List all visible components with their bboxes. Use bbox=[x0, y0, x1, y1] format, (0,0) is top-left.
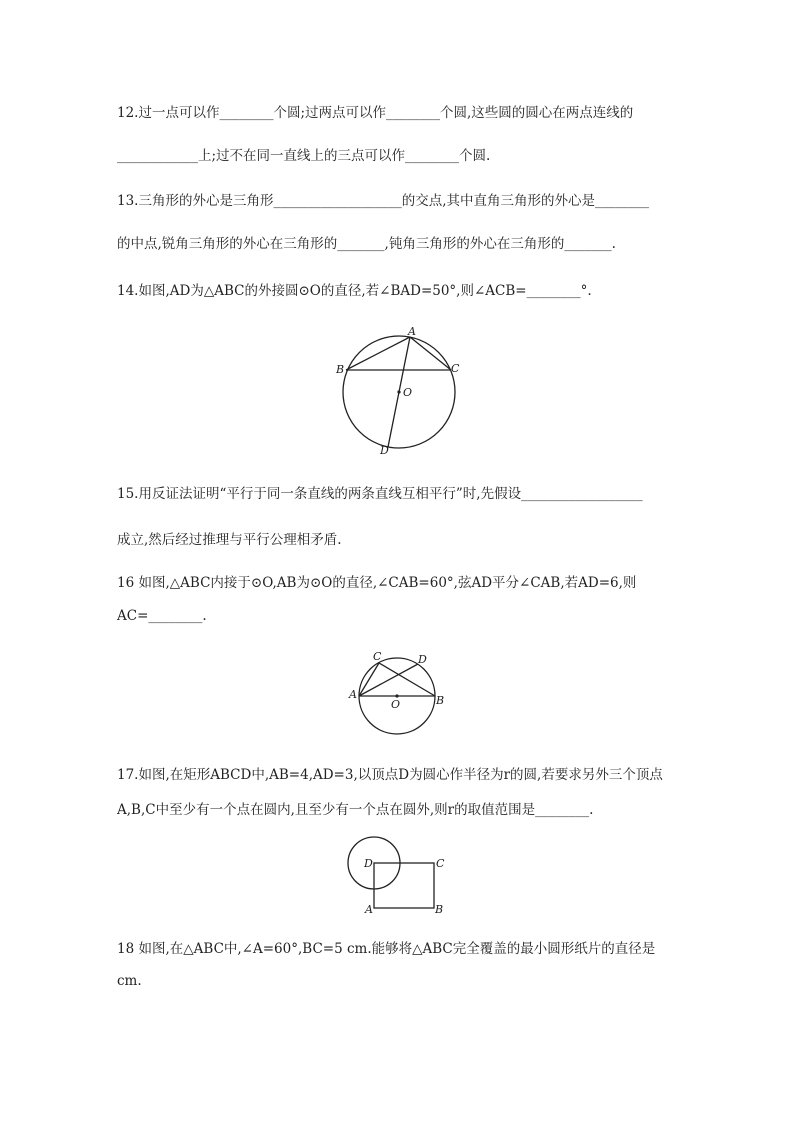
q15-line2: 成立,然后经过推理与平行公理相矛盾. bbox=[117, 532, 342, 548]
q16-line-cb bbox=[379, 663, 435, 696]
q16-label-c: C bbox=[373, 650, 382, 663]
q14-line1: 14.如图,AD为△ABC的外接圆⊙O的直径,若∠BAD=50°,则∠ACB=________°. bbox=[117, 283, 592, 299]
q15-line1: 15.用反证法证明“平行于同一条直线的两条直线互相平行”时,先假设__________________ bbox=[117, 486, 643, 502]
q12-line1: 12.过一点可以作________个圆;过两点可以作________个圆,这些圆的圆心在两点连线的 bbox=[117, 105, 634, 121]
q17-rectangle bbox=[374, 863, 434, 908]
q18-line1: 18 如图,在△ABC中,∠A=60°,BC=5 cm.能够将△ABC完全覆盖的最小圆形纸片的直径是 bbox=[117, 941, 656, 957]
q14-center-dot bbox=[397, 390, 400, 393]
q16-line2: AC=________. bbox=[117, 608, 207, 624]
q16-label-d: D bbox=[418, 653, 427, 666]
q16-label-o: O bbox=[391, 698, 401, 711]
q14-label-o: O bbox=[403, 386, 413, 399]
q16-label-b: B bbox=[436, 694, 445, 707]
q14-label-d: D bbox=[380, 444, 389, 457]
q16-figure bbox=[342, 645, 452, 750]
q17-label-b: B bbox=[435, 903, 444, 916]
q14-label-a: A bbox=[408, 325, 416, 338]
q16-line1: 16 如图,△ABC内接于⊙O,AB为⊙O的直径,∠CAB=60°,弦AD平分∠CAB,若AD=6,则 bbox=[117, 575, 637, 591]
q14-label-c: C bbox=[451, 362, 460, 375]
q16-label-a: A bbox=[349, 688, 357, 701]
q14-label-b: B bbox=[336, 363, 345, 376]
q13-line1: 13.三角形的外心是三角形___________________的交点,其中直角三角形的外心是________ bbox=[117, 193, 650, 209]
q17-label-c: C bbox=[436, 857, 445, 870]
q17-line2: A,B,C中至少有一个点在圆内,且至少有一个点在圆外,则r的取值范围是________. bbox=[117, 802, 594, 818]
q14-line-ab bbox=[346, 337, 410, 370]
q14-figure bbox=[330, 320, 470, 460]
q13-line2: 的中点,锐角三角形的外心在三角形的_______,钝角三角形的外心在三角形的_______. bbox=[117, 236, 616, 252]
q17-line1: 17.如图,在矩形ABCD中,AB=4,AD=3,以顶点D为圆心作半径为r的圆,若要求另外三个顶点 bbox=[117, 767, 663, 783]
q17-label-d: D bbox=[364, 857, 373, 870]
q17-label-a: A bbox=[365, 903, 373, 916]
q18-line2: cm. bbox=[117, 973, 142, 989]
q12-line2: ____________上;过不在同一直线上的三点可以作________个圆. bbox=[117, 148, 491, 164]
q14-line-ac bbox=[410, 337, 451, 370]
q17-figure bbox=[344, 835, 454, 917]
